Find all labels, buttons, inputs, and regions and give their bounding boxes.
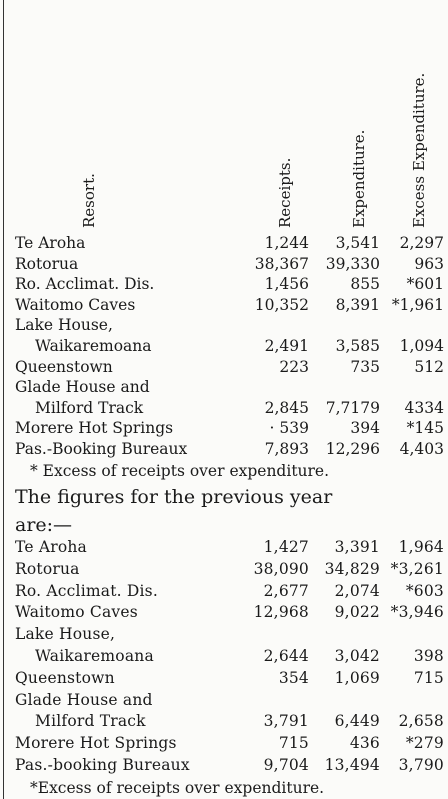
resort-cell: Waikaremoana (35, 647, 154, 665)
excess-cell: *279 (405, 734, 444, 753)
receipts-cell: 3,791 (263, 712, 309, 731)
expenditure-cell: 436 (349, 734, 380, 753)
footnote-previous: *Excess of receipts over expenditure. (30, 779, 325, 797)
table-row (15, 336, 445, 356)
expenditure-cell: 9,022 (334, 603, 380, 622)
expenditure-cell: 1,069 (334, 668, 380, 687)
expenditure-cell: 6,449 (334, 712, 380, 731)
excess-cell: 715 (413, 668, 444, 687)
header-resort: Resort. (80, 173, 98, 228)
table-row (15, 668, 445, 688)
table-row (15, 755, 445, 775)
column-rule (3, 0, 4, 799)
receipts-cell: 715 (278, 734, 309, 753)
receipts-cell: 2,491 (264, 337, 309, 355)
receipts-cell: 1,427 (263, 538, 309, 556)
receipts-cell: 7,893 (264, 440, 309, 458)
excess-cell: 3,790 (398, 756, 444, 774)
footnote-current: * Excess of receipts over expenditure. (30, 462, 330, 480)
receipts-cell: 223 (279, 357, 309, 376)
expenditure-cell: 3,541 (335, 234, 380, 252)
receipts-cell: 2,845 (264, 398, 309, 417)
table-row (15, 646, 445, 666)
receipts-cell: 354 (278, 668, 309, 687)
table-row (15, 377, 445, 397)
receipts-cell: 9,704 (263, 756, 309, 774)
excess-cell: 4334 (404, 398, 444, 417)
expenditure-cell: 735 (350, 357, 380, 376)
table-row (15, 711, 445, 731)
paragraph-line-1: The figures for the previous year (15, 486, 333, 508)
resort-cell: Waitomo Caves (15, 295, 136, 314)
resort-cell: Waikaremoana (35, 337, 152, 355)
expenditure-cell: 8,391 (335, 295, 380, 314)
header-receipts: Receipts. (276, 157, 294, 228)
resort-cell: Lake House, (15, 316, 113, 335)
table-row (15, 690, 445, 710)
table-row (15, 439, 445, 459)
receipts-cell: · 539 (269, 419, 309, 438)
resort-cell: Pas.-booking Bureaux (15, 756, 190, 774)
table-row (15, 602, 445, 622)
table-row (15, 537, 445, 557)
table-row (15, 624, 445, 644)
resort-cell: Pas.-Booking Bureaux (15, 440, 188, 458)
resort-cell: Lake House, (15, 625, 116, 644)
table-row (15, 559, 445, 579)
resort-cell: Ro. Acclimat. Dis. (15, 581, 158, 600)
expenditure-cell: 7,7179 (325, 398, 380, 417)
receipts-cell: 38,090 (253, 559, 309, 578)
resort-cell: Morere Hot Springs (15, 734, 177, 753)
excess-cell: *603 (405, 581, 444, 600)
excess-cell: *3,261 (390, 559, 444, 578)
table-row (15, 254, 445, 274)
resort-cell: Morere Hot Springs (15, 419, 174, 438)
receipts-cell: 2,644 (263, 647, 309, 665)
table-row (15, 295, 445, 315)
table-row (15, 274, 445, 294)
resort-cell: Waitomo Caves (15, 603, 138, 622)
expenditure-cell: 3,042 (334, 647, 380, 665)
resort-cell: Glade House and (15, 378, 150, 397)
table-row (15, 418, 445, 438)
expenditure-cell: 13,494 (324, 756, 380, 774)
resort-cell: Te Aroha (15, 538, 87, 556)
table-row (15, 398, 445, 418)
excess-cell: 398 (413, 647, 444, 665)
resort-cell: Milford Track (35, 712, 146, 731)
table-row (15, 357, 445, 377)
table-row (15, 233, 445, 253)
resort-cell: Queenstown (15, 357, 113, 376)
expenditure-cell: 394 (350, 419, 380, 438)
resort-cell: Ro. Acclimat. Dis. (15, 275, 155, 294)
expenditure-cell: 3,391 (334, 538, 380, 556)
excess-cell: 2,297 (399, 234, 444, 252)
receipts-cell: 2,677 (263, 581, 309, 600)
table-row (15, 733, 445, 753)
excess-cell: *601 (406, 275, 444, 294)
paragraph-line-2: are:— (15, 514, 73, 536)
excess-cell: 512 (414, 357, 444, 376)
excess-cell: 1,094 (399, 337, 444, 355)
table-row (15, 581, 445, 601)
resort-cell: Queenstown (15, 668, 115, 687)
expenditure-cell: 12,296 (325, 440, 380, 458)
receipts-cell: 12,968 (253, 603, 309, 622)
resort-cell: Rotorua (15, 254, 79, 273)
excess-cell: *3,946 (390, 603, 444, 622)
receipts-cell: 1,456 (264, 275, 309, 294)
receipts-cell: 38,367 (254, 254, 309, 273)
receipts-cell: 10,352 (254, 295, 309, 314)
expenditure-cell: 855 (350, 275, 380, 294)
resort-cell: Milford Track (35, 398, 144, 417)
expenditure-cell: 39,330 (325, 254, 380, 273)
excess-cell: *1,961 (391, 295, 444, 314)
resort-cell: Rotorua (15, 559, 80, 578)
expenditure-cell: 2,074 (334, 581, 380, 600)
expenditure-cell: 3,585 (335, 337, 380, 355)
resort-cell: Glade House and (15, 690, 153, 709)
excess-cell: 1,964 (398, 538, 444, 556)
header-excess: Excess Expenditure. (410, 72, 428, 228)
receipts-cell: 1,244 (264, 234, 309, 252)
expenditure-cell: 34,829 (324, 559, 380, 578)
excess-cell: *145 (406, 419, 444, 438)
header-expenditure: Expenditure. (350, 129, 368, 228)
excess-cell: 4,403 (399, 440, 444, 458)
excess-cell: 963 (414, 254, 444, 273)
resort-cell: Te Aroha (15, 234, 86, 252)
excess-cell: 2,658 (398, 712, 444, 731)
table-row (15, 315, 445, 335)
